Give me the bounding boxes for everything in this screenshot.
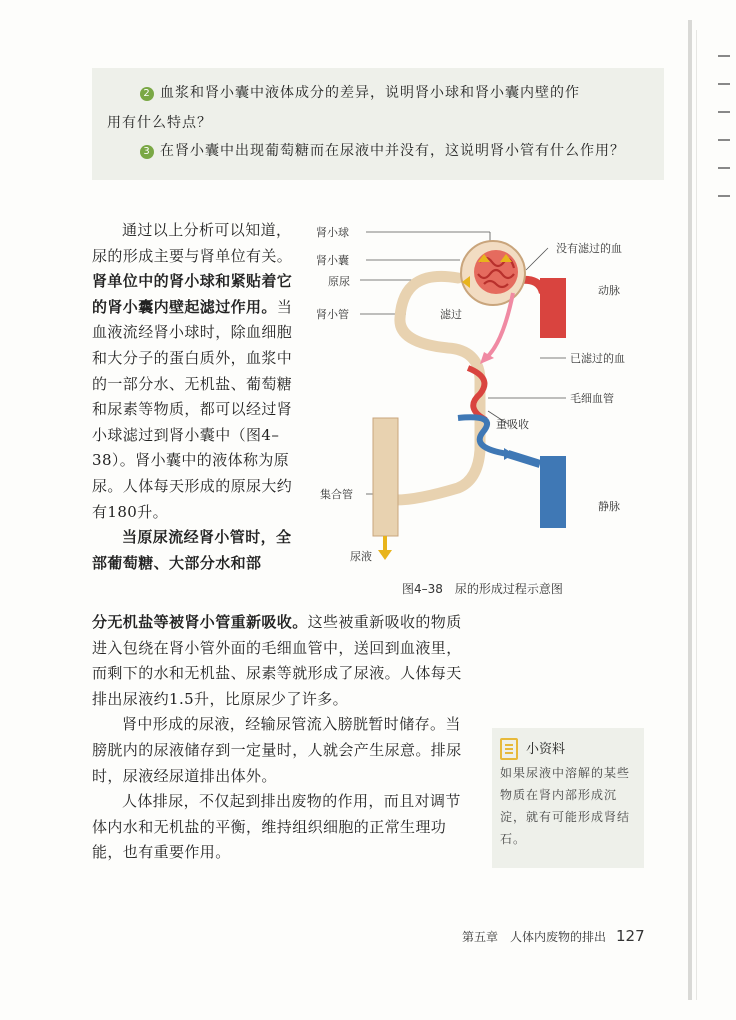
note-text: 如果尿液中溶解的某些物质在肾内部形成沉淀，就有可能形成肾结石。 [500, 766, 631, 846]
label-urine: 尿液 [350, 550, 372, 563]
question-2-continuation: 用有什么特点？ [107, 115, 212, 131]
bold-statement-filtration: 肾单位中的肾小球和紧贴着它的肾小囊内壁起滤过作用。 [92, 272, 293, 316]
question-3 [140, 140, 625, 160]
label-artery: 动脉 [598, 284, 620, 297]
figure-caption: 图4–38 尿的形成过程示意图 [402, 582, 563, 596]
info-note-box [492, 728, 644, 868]
bold-statement-reabsorption: 分无机盐等被肾小管重新吸收。 [92, 613, 308, 631]
label-glomerulus: 肾小球 [316, 226, 349, 239]
label-collecting-duct: 集合管 [320, 488, 353, 501]
label-unfiltered-blood: 没有滤过的血 [556, 242, 622, 255]
page-edge [688, 20, 692, 1000]
page-number: 127 [616, 927, 645, 945]
note-title: 小资料 [526, 742, 566, 757]
label-filtered-blood: 已滤过的血 [570, 352, 625, 365]
note-icon [500, 738, 518, 760]
paragraph-4: 人体排尿，不仅起到排出废物的作用，而且对调节体内水和无机盐的平衡，维持组织细胞的正常生理功能，也有重要作用。 [92, 792, 461, 862]
left-column-text [92, 218, 300, 576]
page-edge-line [696, 30, 697, 1000]
question-3-text: 在肾小囊中出现葡萄糖而在尿液中并没有，这说明肾小管有什么作用？ [160, 143, 625, 159]
side-marks [718, 55, 730, 223]
question-2 [140, 82, 580, 102]
question-2-text: 血浆和肾小囊中液体成分的差异，说明肾小球和肾小囊内壁的作 [160, 85, 580, 101]
wide-column-text [92, 610, 470, 866]
paragraph-1: 通过以上分析可以知道，尿的形成主要与肾单位有关。肾单位中的肾小球和紧贴着它的肾小囊内壁起滤过作用。当血液流经肾小球时，除血细胞和大分子的蛋白质外，血浆中的一部分水、无机盐、葡萄糖和尿素等物质，都可以经过肾小球滤过到肾小囊中（图4–38）。肾小囊中的液体称为原尿。人体每天形成的原尿大约有180升。 [92, 221, 293, 521]
chapter-title: 第五章 人体内废物的排出 [462, 930, 607, 944]
label-vein: 静脉 [598, 500, 620, 513]
label-capillary: 毛细血管 [570, 392, 614, 405]
paragraph-2-start: 当原尿流经肾小管时，全部葡萄糖、大部分水和部 [92, 528, 292, 572]
label-tubule: 肾小管 [316, 308, 349, 321]
label-reabsorption: 重吸收 [496, 418, 529, 431]
question-number-badge: 3 [140, 145, 154, 159]
label-primary-urine: 原尿 [328, 275, 350, 288]
nephron-diagram [308, 218, 648, 568]
label-capsule: 肾小囊 [316, 254, 349, 267]
paragraph-2-cont: 分无机盐等被肾小管重新吸收。这些被重新吸收的物质进入包绕在肾小管外面的毛细血管中，送回到血液里，而剩下的水和无机盐、尿素等就形成了尿液。人体每天排出尿液约1.5升，比原尿少了许多。 [92, 613, 462, 708]
paragraph-3: 肾中形成的尿液，经输尿管流入膀胱暂时储存。当膀胱内的尿液储存到一定量时，人就会产生尿意。排尿时，尿液经尿道排出体外。 [92, 715, 462, 785]
page-footer [462, 927, 645, 945]
question-number-badge: 2 [140, 87, 154, 101]
label-filtration: 滤过 [440, 308, 462, 321]
